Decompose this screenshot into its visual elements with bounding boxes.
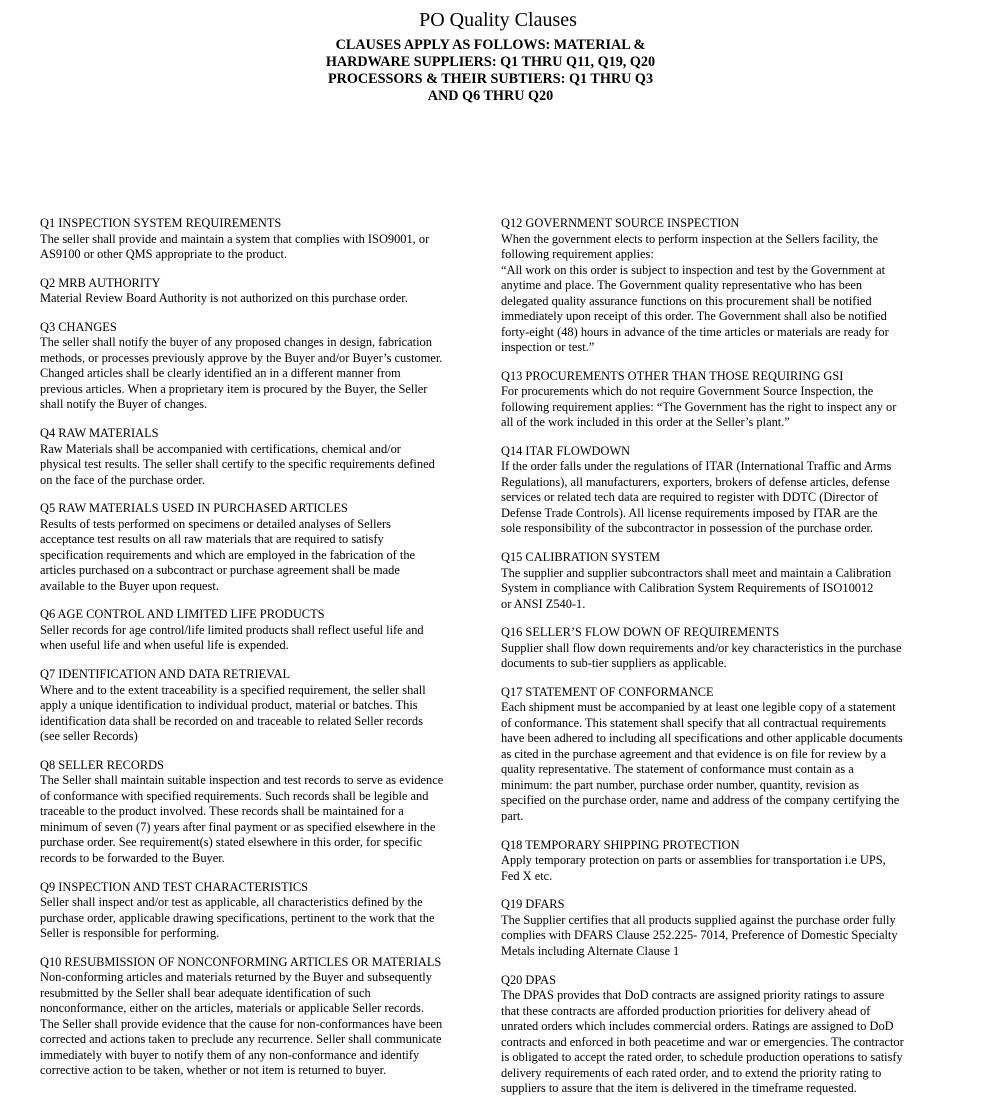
- clause-body: [501, 988, 951, 1097]
- clause-text-line: of conformance. This statement shall specify that all contractual requirements: [501, 715, 887, 730]
- clause-text-line: When the government elects to perform inspection at the Sellers facility, the: [501, 231, 878, 246]
- clause-text-line: of conformance with specified requirements. Such records shall be legible and: [40, 788, 429, 803]
- clause-heading: Q3 CHANGES: [40, 319, 117, 334]
- clause-body: [501, 459, 951, 537]
- clause-heading: Q14 ITAR FLOWDOWN: [501, 443, 631, 458]
- clause-text-line: The seller shall notify the buyer of any proposed changes in design, fabrication: [40, 335, 432, 350]
- clause-body: [40, 442, 488, 489]
- clause-body: [40, 517, 488, 595]
- clause-text-line: identification data shall be recorded on and traceable to related Seller records: [40, 713, 423, 728]
- clause-text-line: The DPAS provides that DoD contracts are assigned priority ratings to assure: [501, 988, 885, 1002]
- clause-text-line: contracts and enforced in both peacetime and war or emergencies. The contractor: [501, 1034, 904, 1049]
- clause-text-line: when useful life and when useful life is expended.: [40, 638, 289, 653]
- clause-block: [501, 838, 951, 885]
- clause-body: [501, 566, 951, 613]
- clause-text-line: The seller shall provide and maintain a system that complies with ISO9001, or: [40, 231, 430, 246]
- clause-text-line: nonconformance, either on the articles, materials or applicable Seller records.: [40, 1001, 424, 1016]
- clause-text-line: Regulations), all manufacturers, exporters, brokers of defense articles, defense: [501, 474, 890, 489]
- clause-text-line: have been adhered to including all specifications and other applicable documents: [501, 731, 903, 746]
- right-clause-column: [501, 216, 951, 1110]
- clause-body: [40, 895, 488, 942]
- clause-text-line: methods, or processes previously approve by the Buyer and/or Buyer’s customer.: [40, 350, 443, 365]
- clause-text-line: acceptance test results on all raw materials that are required to satisfy: [40, 532, 384, 547]
- clause-text-line: physical test results. The seller shall certify to the specific requirements defined: [40, 457, 435, 472]
- clause-block: [501, 625, 951, 672]
- subtitle-line: PROCESSORS & THEIR SUBTIERS: Q1 THRU Q3: [327, 71, 654, 87]
- clause-text-line: part.: [501, 808, 524, 823]
- clause-text-line: traceable to the product involved. These records shall be maintained for a: [40, 804, 404, 819]
- clause-body: [501, 700, 951, 824]
- clause-text-line: corrected and actions taken to preclude any recurrence. Seller shall communicate: [40, 1032, 442, 1047]
- clause-block: [501, 444, 951, 537]
- clause-text-line: shall notify the Buyer of changes.: [40, 397, 208, 412]
- clause-block: [501, 550, 951, 612]
- clause-text-line: minimum: the part number, purchase order number, quantity, revision as: [501, 777, 860, 792]
- clause-heading: Q10 RESUBMISSION OF NONCONFORMING ARTICLES OR MATERIALS: [40, 954, 442, 969]
- clause-text-line: System in compliance with Calibration System Requirements of ISO10012: [501, 581, 874, 596]
- clause-text-line: The Seller shall maintain suitable inspection and test records to serve as evidence: [40, 773, 444, 788]
- clause-text-line: previous articles. When a proprietary item is procured by the Buyer, the Seller: [40, 381, 428, 396]
- clause-body: [40, 623, 488, 654]
- clause-heading: Q18 TEMPORARY SHIPPING PROTECTION: [501, 837, 740, 852]
- clause-text-line: minimum of seven (7) years after final payment or as specified elsewhere in the: [40, 819, 436, 834]
- clause-text-line: documents to sub-tier suppliers as applicable.: [501, 656, 727, 671]
- clause-text-line: articles purchased on a subcontract or purchase agreement shall be made: [40, 563, 400, 578]
- subtitle-line: AND Q6 THRU Q20: [427, 88, 554, 104]
- clause-block: [501, 973, 951, 1097]
- clause-text-line: immediately upon receipt of this order. The Government shall also be notified: [501, 309, 887, 323]
- clause-text-line: apply a unique identification to individual product, material or batches. This: [40, 698, 418, 713]
- clause-text-line: The Seller shall provide evidence that the cause for non-conformances have been: [40, 1016, 443, 1031]
- clause-heading: Q8 SELLER RECORDS: [40, 757, 164, 772]
- clause-text-line: forty-eight (48) hours in advance of the time articles or materials are ready for: [501, 324, 889, 339]
- clause-heading: Q20 DPAS: [501, 972, 556, 987]
- clause-heading: Q9 INSPECTION AND TEST CHARACTERISTICS: [40, 879, 309, 894]
- clause-text-line: Non-conforming articles and materials returned by the Buyer and subsequently: [40, 970, 432, 985]
- clause-text-line: records to be forwarded to the Buyer.: [40, 850, 225, 865]
- clause-heading: Q12 GOVERNMENT SOURCE INSPECTION: [501, 216, 740, 230]
- clause-text-line: specified on the purchase order, name and address of the company certifying the: [501, 793, 900, 808]
- clause-text-line: The supplier and supplier subcontractors shall meet and maintain a Calibration: [501, 565, 892, 580]
- clause-heading: Q6 AGE CONTROL AND LIMITED LIFE PRODUCTS: [40, 607, 325, 622]
- clause-heading: Q5 RAW MATERIALS USED IN PURCHASED ARTICLES: [40, 501, 348, 516]
- left-clause-column: [40, 216, 488, 1092]
- clause-block: [40, 426, 488, 488]
- clause-text-line: anytime and place. The Government quality representative who has been: [501, 278, 863, 292]
- clause-text-line: Material Review Board Authority is not authorized on this purchase order.: [40, 291, 408, 306]
- document-title: PO Quality Clauses: [419, 9, 577, 31]
- clause-text-line: Fed X etc.: [501, 868, 553, 883]
- clause-body: [501, 853, 951, 884]
- clause-text-line: suppliers to assure that the item is delivered in the timeframe requested.: [501, 1081, 857, 1095]
- clause-body: [40, 291, 488, 307]
- clause-block: [501, 369, 951, 431]
- clause-text-line: Raw Materials shall be accompanied with certifications, chemical and/or: [40, 441, 401, 456]
- clause-text-line: quality representative. The statement of conformance must contain as a: [501, 762, 854, 777]
- clause-text-line: is obligated to accept the rated order, to schedule production operations to satisfy: [501, 1050, 903, 1064]
- clause-body: [40, 335, 488, 413]
- clause-text-line: inspection or test.”: [501, 340, 595, 354]
- clause-block: [501, 216, 951, 356]
- clause-block: [40, 880, 488, 942]
- clause-body: [40, 683, 488, 745]
- clause-body: [40, 970, 488, 1079]
- clause-block: [40, 320, 488, 413]
- clause-heading: Q7 IDENTIFICATION AND DATA RETRIEVAL: [40, 667, 291, 682]
- clause-text-line: purchase order, applicable drawing specifications, pertinent to the work that the: [40, 910, 435, 925]
- clause-text-line: “All work on this order is subject to inspection and test by the Government at: [501, 262, 886, 277]
- clause-text-line: purchase order. See requirement(s) stated elsewhere in this order, for specific: [40, 835, 423, 850]
- clause-text-line: (see seller Records): [40, 729, 138, 744]
- clause-text-line: following requirement applies: “The Government has the right to inspect any or: [501, 399, 897, 414]
- clause-text-line: Where and to the extent traceability is a specified requirement, the seller shall: [40, 682, 426, 697]
- clause-block: [40, 758, 488, 867]
- clause-text-line: Supplier shall flow down requirements and/or key characteristics in the purchase: [501, 640, 902, 655]
- clause-heading: Q19 DFARS: [501, 897, 565, 912]
- clause-text-line: Each shipment must be accompanied by at least one legible copy of a statement: [501, 700, 896, 715]
- clause-text-line: corrective action to be taken, whether or not item is returned to buyer.: [40, 1063, 387, 1078]
- clause-body: [501, 641, 951, 672]
- clause-body: [501, 913, 951, 960]
- clause-block: [40, 501, 488, 594]
- clause-heading: Q2 MRB AUTHORITY: [40, 275, 161, 290]
- clause-body: [501, 232, 951, 356]
- clause-block: [40, 276, 488, 307]
- clause-text-line: following requirement applies:: [501, 247, 654, 261]
- clause-text-line: Seller is responsible for performing.: [40, 926, 220, 940]
- clause-text-line: delivery requirements of each rated order, and to extend the priority rating to: [501, 1065, 882, 1080]
- clause-text-line: For procurements which do not require Government Source Inspection, the: [501, 384, 874, 399]
- clause-block: [40, 216, 488, 263]
- document-subtitle: [0, 37, 981, 105]
- clause-text-line: or ANSI Z540-1.: [501, 596, 586, 611]
- clause-text-line: available to the Buyer upon request.: [40, 578, 219, 593]
- clause-text-line: delegated quality assurance functions on this procurement shall be notified: [501, 293, 872, 308]
- clause-text-line: Seller shall inspect and/or test as applicable, all characteristics defined by the: [40, 895, 423, 909]
- clause-block: [501, 897, 951, 959]
- subtitle-line: CLAUSES APPLY AS FOLLOWS: MATERIAL &: [335, 37, 646, 53]
- clause-text-line: Defense Trade Controls). All license requirements imposed by ITAR are the: [501, 505, 878, 520]
- clause-text-line: resubmitted by the Seller shall bear adequate identification of such: [40, 985, 371, 1000]
- clause-text-line: Changed articles shall be clearly identified an in a different manner from: [40, 366, 401, 381]
- clause-heading: Q4 RAW MATERIALS: [40, 426, 159, 441]
- subtitle-line: HARDWARE SUPPLIERS: Q1 THRU Q11, Q19, Q20: [325, 54, 656, 70]
- clause-block: [40, 955, 488, 1079]
- clause-heading: Q16 SELLER’S FLOW DOWN OF REQUIREMENTS: [501, 625, 780, 640]
- clause-text-line: Results of tests performed on specimens or detailed analyses of Sellers: [40, 516, 391, 531]
- clause-text-line: as cited in the purchase agreement and that evidence is on file for review by a: [501, 746, 886, 761]
- clause-block: [40, 667, 488, 745]
- clause-text-line: immediately with buyer to notify them of any non-conformance and identify: [40, 1047, 420, 1062]
- clause-heading: Q15 CALIBRATION SYSTEM: [501, 550, 661, 565]
- clause-body: [40, 232, 488, 263]
- clause-text-line: all of the work included in this order at the Seller’s plant.”: [501, 415, 790, 430]
- clause-block: [501, 685, 951, 825]
- clause-text-line: on the face of the purchase order.: [40, 472, 205, 487]
- clause-text-line: Apply temporary protection on parts or assemblies for transportation i.e UPS,: [501, 853, 886, 868]
- clause-heading: Q1 INSPECTION SYSTEM REQUIREMENTS: [40, 216, 282, 230]
- clause-heading: Q13 PROCUREMENTS OTHER THAN THOSE REQUIRING GSI: [501, 368, 844, 383]
- clause-text-line: services or related tech data are required to register with DDTC (Director of: [501, 490, 879, 505]
- clause-text-line: If the order falls under the regulations of ITAR (International Traffic and Arms: [501, 459, 892, 474]
- clause-text-line: sole responsibility of the subcontractor in possession of the purchase order.: [501, 521, 873, 536]
- clause-body: [501, 384, 951, 431]
- clause-text-line: Metals including Alternate Clause 1: [501, 943, 680, 958]
- clause-text-line: The Supplier certifies that all products supplied against the purchase order fully: [501, 912, 896, 927]
- clause-body: [40, 773, 488, 866]
- clause-heading: Q17 STATEMENT OF CONFORMANCE: [501, 684, 714, 699]
- clause-text-line: complies with DFARS Clause 252.225- 7014, Preference of Domestic Specialty: [501, 928, 898, 943]
- clause-text-line: that these contracts are afforded production priorities for delivery ahead of: [501, 1003, 871, 1018]
- clause-block: [40, 607, 488, 654]
- clause-text-line: specification requirements and which are employed in the fabrication of the: [40, 547, 416, 562]
- clause-text-line: Seller records for age control/life limited products shall reflect useful life and: [40, 622, 424, 637]
- clause-text-line: AS9100 or other QMS appropriate to the product.: [40, 247, 288, 261]
- clause-text-line: unrated orders which includes commercial orders. Ratings are assigned to DoD: [501, 1019, 894, 1033]
